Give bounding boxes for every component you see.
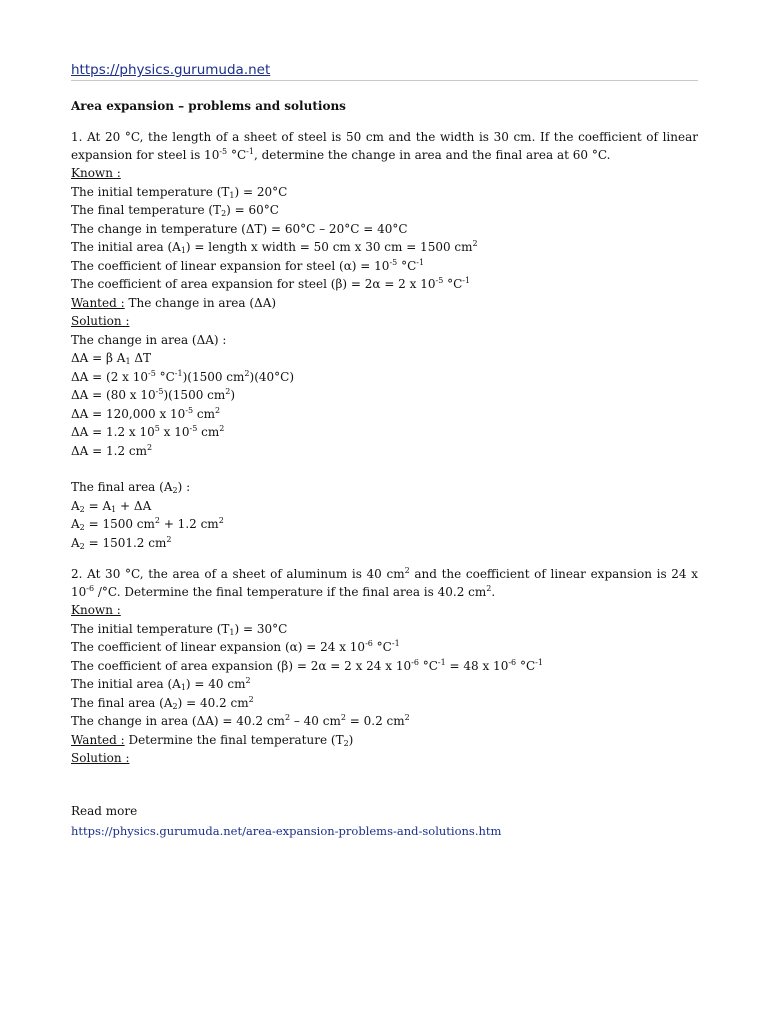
known-item: The change in temperature (ΔT) = 60°C – 20°C = 40°C	[71, 221, 408, 236]
wanted-line: Wanted : Determine the final temperature $(T_2)$	[71, 732, 354, 748]
solution-step: $A_2 = 1501.2$ $cm^2$	[71, 534, 172, 551]
read-more-link[interactable]: https://physics.gurumuda.net/area-expansion-problems-and-solutions.htm	[71, 823, 502, 838]
problem-1-question: 1. At 20 °C, the length of a sheet of steel is 50 cm and the width is 30 cm. If the coefficient of linear expansion for steel is $10^{-5}$ $^\circ C^{-1}$, determine the change in area and the final area at 60 °C.	[71, 130, 698, 162]
solution-step: The final area $(A_2)$ :	[71, 480, 191, 495]
known-item: The final area $(A_2) = 40.2$ $cm^2$	[71, 694, 254, 711]
known-item: The coefficient of linear expansion for steel $(\alpha) = 10^{-5}$ $^\circ C^{-1}$	[71, 257, 425, 273]
known-item: The change in area (ΔA) = 40.2 $cm^2 - 40$ $cm^2 = 0.2$ $cm^2$	[71, 713, 410, 728]
wanted-line: Wanted : The change in area (ΔA)	[71, 295, 277, 310]
solution-step: $A_2 = 1500$ $cm^2 + 1.2$ $cm^2$	[71, 516, 224, 532]
solution-label: Solution :	[71, 314, 130, 328]
solution-label: Solution :	[71, 751, 130, 765]
known-item: The initial area $(A_1) = 40$ $cm^2$	[71, 676, 251, 692]
spacer	[71, 460, 698, 478]
known-item: The final temperature $(T_2) = 60^\circ C$	[71, 203, 279, 218]
solution-step: ΔA = 1.2 x $10^5$ x $10^{-5}$ $cm^2$	[71, 424, 225, 439]
read-more-label: Read more	[71, 803, 138, 818]
known-item: The initial area $(A_1)$ = length x width = 50 cm x 30 cm = 1500 $cm^2$	[71, 239, 478, 255]
solution-step: $A_2 = A_1 + \Delta A$	[71, 498, 152, 514]
known-item: The initial temperature $(T_1) = 20^\circ C$	[71, 184, 288, 200]
known-item: The coefficient of area expansion for steel (β) = 2α = 2 x $10^{-5}$ $^\circ C^{-1}$	[71, 276, 471, 291]
solution-step: ΔA = (80 x $10^{-5})(1500$ $cm^2$)	[71, 387, 236, 402]
site-url-link[interactable]: https://physics.gurumuda.net	[71, 62, 271, 78]
solution-step: ΔA = 120,000 x $10^{-5}$ $cm^2$	[71, 405, 221, 421]
problem-2-question: 2. At 30 °C, the area of a sheet of aluminum is 40 $cm^2$ and the coefficient of linear expansion is 24 x $10^{-6}$ /°C. Determine the final temperature if the final area is 40.2 $cm^2$.	[71, 566, 698, 599]
solution-step: ΔA = 1.2 $cm^2$	[71, 442, 153, 458]
solution-step: The change in area (ΔA) :	[71, 332, 227, 347]
known-item: The initial temperature $(T_1) = 30^\circ C$	[71, 621, 288, 637]
known-item: The coefficient of linear expansion (α) = 24 x $10^{-6}$ $^\circ C^{-1}$	[71, 639, 400, 654]
header-divider	[71, 80, 698, 81]
known-label: Known :	[71, 603, 121, 617]
solution-step: ΔA = (2 x $10^{-5}$ $^\circ C^{-1})(1500$ $cm^2)(40^\circ C)$	[71, 368, 295, 384]
page-title: Area expansion – problems and solutions	[71, 99, 346, 113]
known-item: The coefficient of area expansion (β) = 2α = 2 x 24 x $10^{-6}$ $^\circ C^{-1} = 48$ x $10^{-6}$ $^\circ C^{-1}$	[71, 657, 543, 673]
known-label: Known :	[71, 166, 121, 180]
document-page	[71, 59, 698, 840]
solution-step: ΔA = β $A_1$ ΔT	[71, 351, 152, 366]
